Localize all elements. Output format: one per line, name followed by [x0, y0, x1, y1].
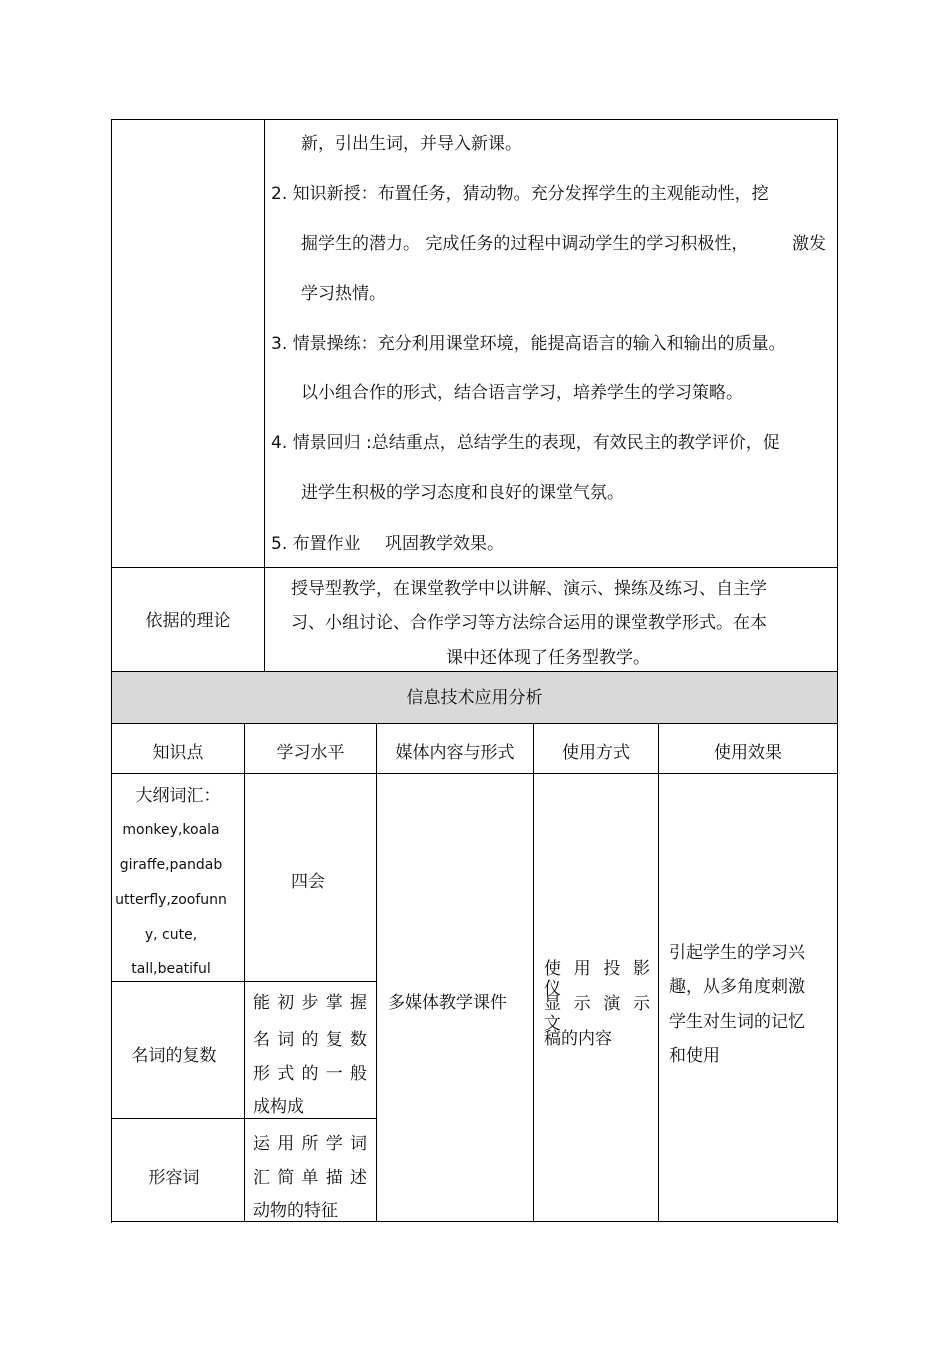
- usage-effect-line: 引起学生的学习兴: [669, 943, 805, 963]
- divider: [658, 723, 659, 1222]
- step-4-line-2: 进学生积极的学习态度和良好的课堂气氛。: [301, 483, 624, 503]
- step-2-line-2-end: 激发: [792, 234, 826, 254]
- vocab-word-line: tall,beatiful: [131, 961, 211, 977]
- usage-effect-line: 学生对生词的记忆: [669, 1012, 805, 1032]
- adjective-label: 形容词: [148, 1168, 200, 1188]
- step-3-line-2: 以小组合作的形式，结合语言学习，培养学生的学习策略。: [301, 383, 743, 403]
- vocab-title: 大纲词汇：: [135, 786, 221, 806]
- theory-label: 依据的理论: [145, 611, 231, 631]
- header-knowledge-point: 知识点: [152, 743, 204, 763]
- divider: [111, 723, 838, 724]
- vocab-word-line: giraffe,pandab: [119, 857, 223, 873]
- plural-level-line: 形 式 的 一 般: [253, 1064, 367, 1084]
- step-3-line-1: 3. 情景操练：充分利用课堂环境，能提高语言的输入和输出的质量。: [271, 334, 786, 354]
- step-4-line-1: 4. 情景回归 :总结重点，总结学生的表现，有效民主的教学评价，促: [271, 433, 780, 453]
- vocab-word-line: monkey,koala: [122, 822, 220, 838]
- media-content-cell: 多媒体教学课件: [388, 993, 507, 1013]
- vocab-level: 四会: [291, 872, 325, 892]
- divider: [264, 119, 265, 671]
- usage-effect-line: 和使用: [669, 1046, 720, 1066]
- plural-nouns-label: 名词的复数: [131, 1046, 217, 1066]
- header-media-content: 媒体内容与形式: [395, 743, 515, 763]
- theory-line-1: 授导型教学，在课堂教学中以讲解、演示、操练及练习、自主学: [291, 579, 767, 599]
- header-usage-effect: 使用效果: [714, 743, 782, 763]
- step-2-line-2: 掘学生的潜力。 完成任务的过程中调动学生的学习积极性，: [301, 234, 749, 254]
- adjective-level-line: 运 用 所 学 词: [253, 1134, 367, 1154]
- vocab-word-line: utterfly,zoofunn: [115, 892, 227, 908]
- divider: [111, 773, 838, 774]
- vocab-word-line: y, cute,: [144, 927, 198, 943]
- adjective-level-line: 汇 简 单 描 述: [253, 1168, 367, 1188]
- divider: [111, 567, 838, 568]
- plural-level-line: 成构成: [253, 1097, 304, 1117]
- divider: [111, 1221, 838, 1222]
- plural-level-line: 能 初 步 掌 握: [253, 993, 367, 1013]
- step-2-line-1: 2. 知识新授：布置任务，猜动物。充分发挥学生的主观能动性，挖: [271, 184, 769, 204]
- divider: [533, 723, 534, 1222]
- step-1-text: 新，引出生词，并导入新课。: [301, 134, 522, 154]
- adjective-level-line: 动物的特征: [253, 1201, 338, 1221]
- step-5-label: 5. 布置作业: [271, 534, 361, 554]
- theory-line-3: 课中还体现了任务型教学。: [446, 648, 650, 668]
- header-usage-method: 使用方式: [562, 743, 630, 763]
- usage-effect-line: 趣，从多角度刺激: [669, 977, 805, 997]
- divider: [376, 723, 377, 1222]
- divider: [244, 723, 245, 1222]
- step-2-line-3: 学习热情。: [301, 284, 386, 304]
- plural-level-line: 名 词 的 复 数: [253, 1030, 367, 1050]
- theory-line-2: 习、小组讨论、合作学习等方法综合运用的课堂教学形式。在本: [291, 613, 767, 633]
- step-5-text: 巩固教学效果。: [385, 534, 504, 554]
- usage-method-line: 显 示 演 示 文: [544, 994, 650, 1035]
- divider: [111, 671, 838, 672]
- analysis-title: 信息技术应用分析: [406, 688, 543, 708]
- usage-method-line: 使 用 投 影 仪: [544, 959, 650, 1000]
- header-learning-level: 学习水平: [276, 743, 345, 763]
- usage-method-line: 稿的内容: [544, 1029, 612, 1049]
